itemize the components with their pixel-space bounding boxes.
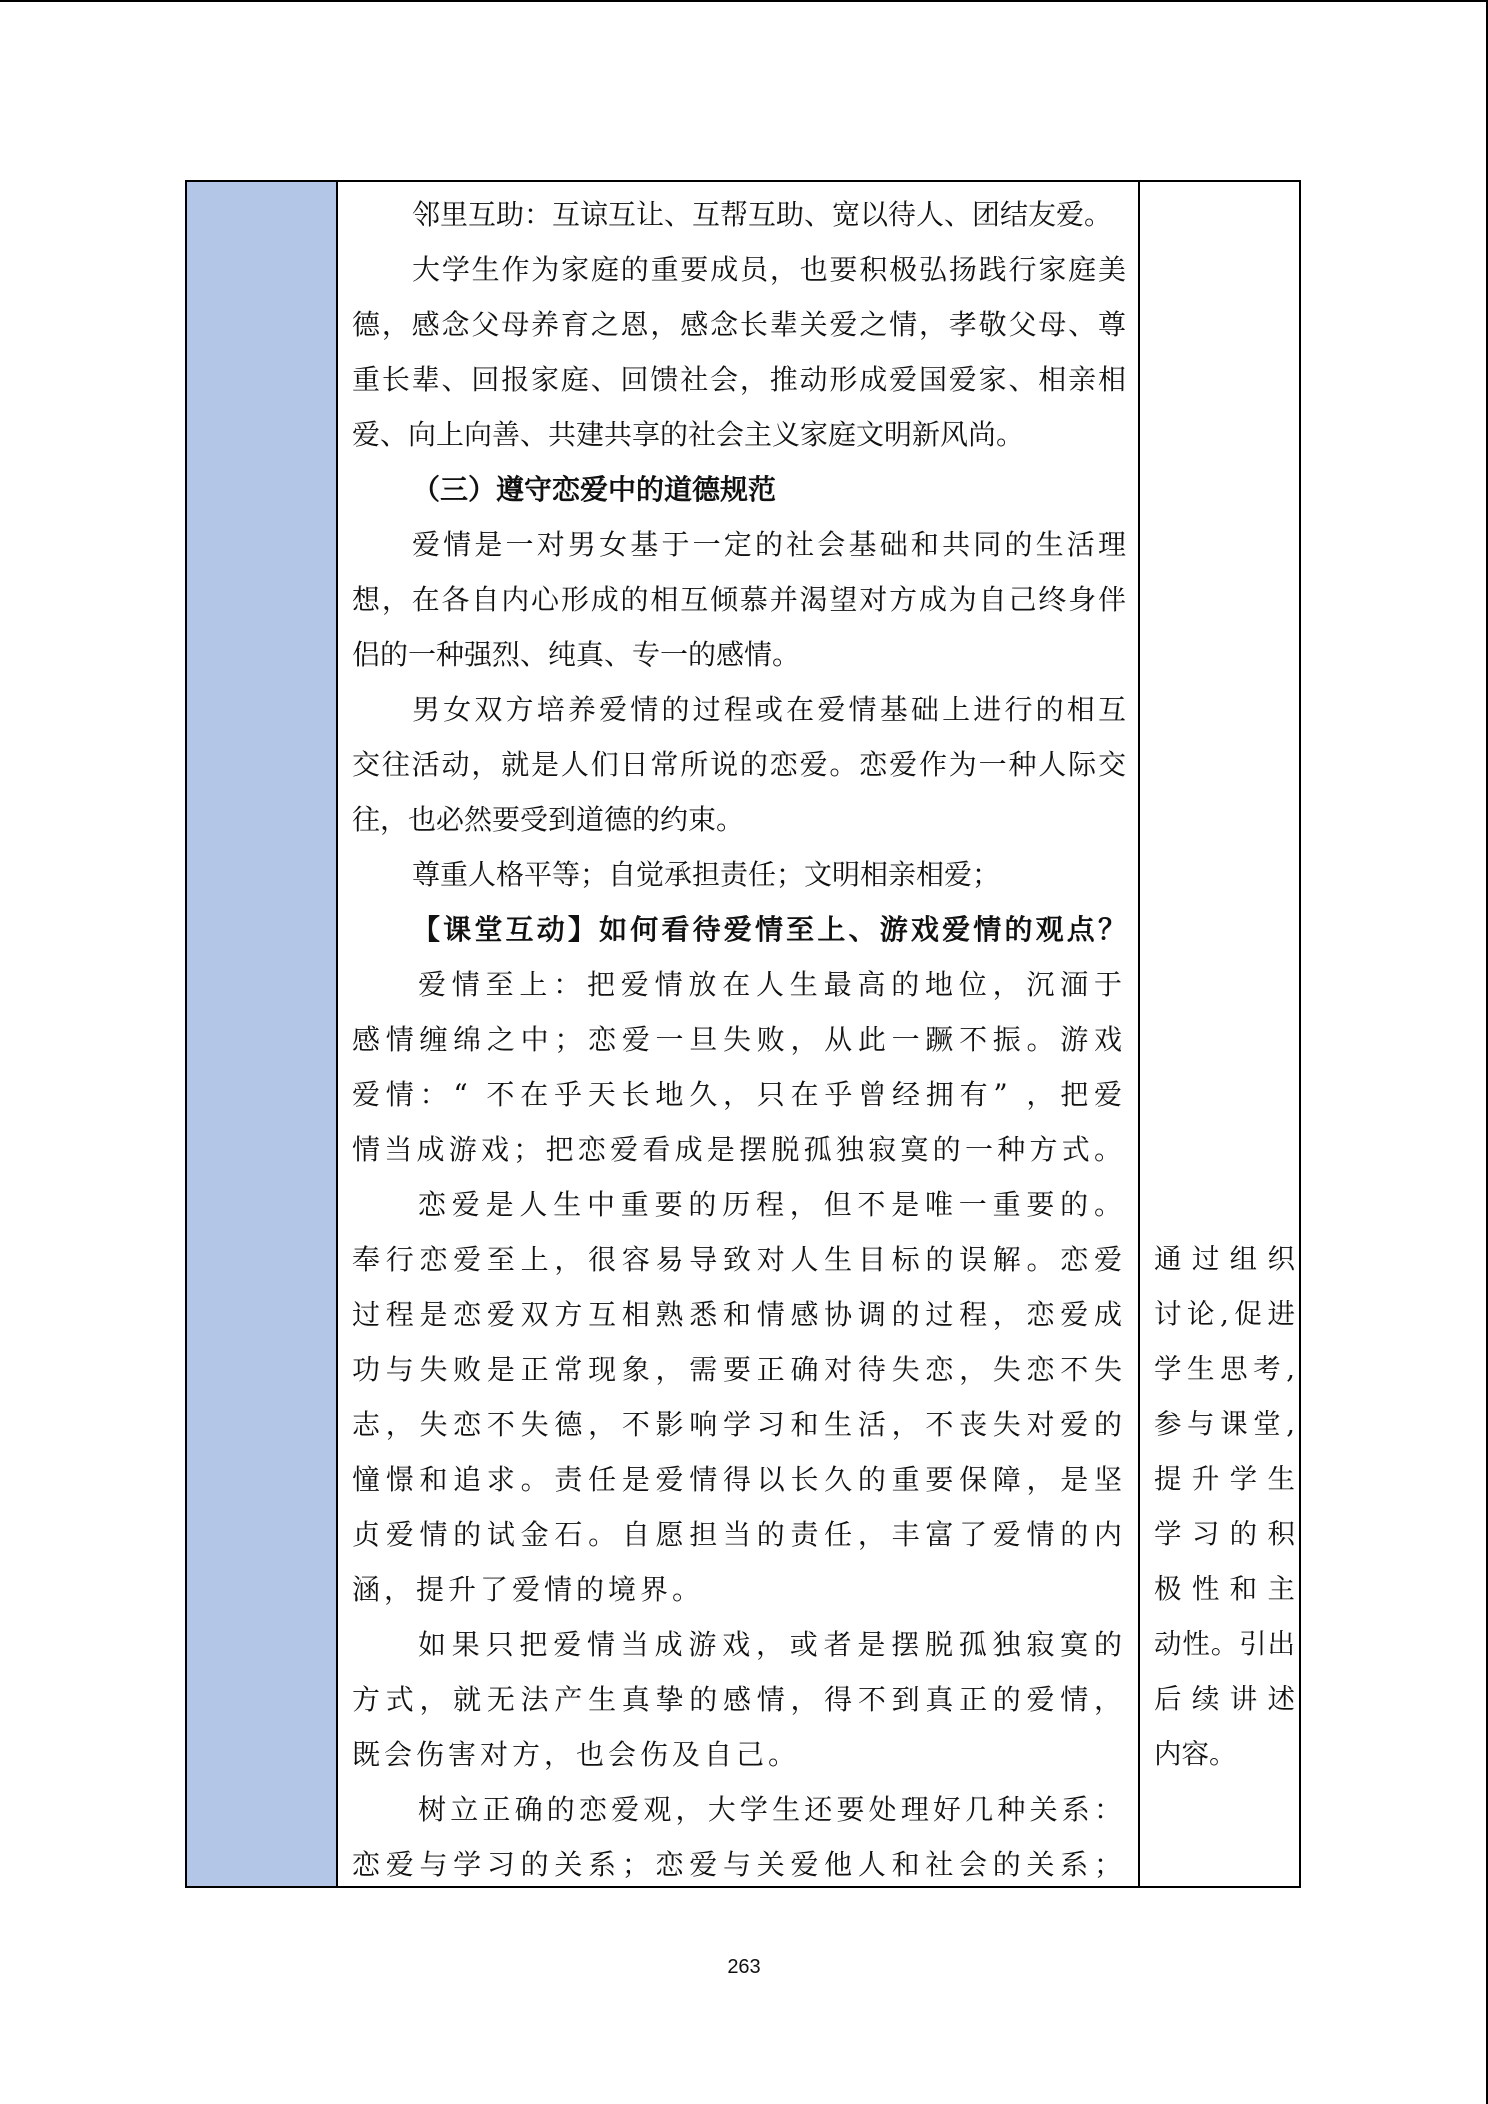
text-line: 德，感念父母养育之恩，感念长辈关爱之情，孝敬父母、尊 <box>352 308 1126 341</box>
text-line: 恋爱是人生中重要的历程，但不是唯一重要的。 <box>418 1188 1126 1221</box>
text-line: 男女双方培养爱情的过程或在爱情基础上进行的相互 <box>412 693 1126 726</box>
paragraph <box>352 1782 1126 1892</box>
text-line: 重长辈、回报家庭、回馈社会，推动形成爱国爱家、相亲相 <box>352 363 1126 396</box>
note-line: 参与课堂, <box>1154 1408 1295 1440</box>
text-line: 爱情至上：把爱情放在人生最高的地位，沉湎于 <box>418 968 1126 1001</box>
text-line: 恋爱与学习的关系；恋爱与关爱他人和社会的关系； <box>352 1848 1126 1881</box>
text-line: 奉行恋爱至上，很容易导致对人生目标的误解。恋爱 <box>352 1243 1126 1276</box>
note-line: 学习的积 <box>1154 1518 1295 1550</box>
note-line: 动性。引出 <box>1154 1628 1295 1660</box>
paragraph <box>352 242 1126 462</box>
note-line: 后续讲述 <box>1154 1683 1295 1715</box>
text-line: 如果只把爱情当成游戏，或者是摆脱孤独寂寞的 <box>418 1628 1126 1661</box>
activity-heading-text: 【课堂互动】如何看待爱情至上、游戏爱情的观点？ <box>412 913 1126 946</box>
text-line: 感情缠绵之中；恋爱一旦失败，从此一蹶不振。游戏 <box>352 1023 1126 1056</box>
activity-heading <box>352 902 1126 957</box>
text-line: 树立正确的恋爱观，大学生还要处理好几种关系： <box>418 1793 1126 1826</box>
content-column <box>338 182 1140 1886</box>
text-line: 志，失恋不失德，不影响学习和生活，不丧失对爱的 <box>352 1408 1126 1441</box>
lesson-table <box>185 180 1301 1888</box>
text-line: 邻里互助：互谅互让、互帮互助、宽以待人、团结友爱。 <box>412 198 1113 231</box>
text-line: 过程是恋爱双方互相熟悉和情感协调的过程，恋爱成 <box>352 1298 1126 1331</box>
note-line: 提升学生 <box>1154 1463 1295 1495</box>
paragraph <box>352 187 1126 242</box>
text-line: 爱、向上向善、共建共享的社会主义家庭文明新风尚。 <box>352 418 1025 451</box>
text-line: 涵，提升了爱情的境界。 <box>352 1573 705 1606</box>
text-line: 功与失败是正常现象，需要正确对待失恋，失恋不失 <box>352 1353 1126 1386</box>
paragraph <box>352 1617 1126 1782</box>
note-line: 内容。 <box>1154 1738 1237 1770</box>
note-line: 讨论,促进 <box>1154 1298 1295 1330</box>
page-top-rule <box>0 0 1488 2</box>
text-line: 贞爱情的试金石。自愿担当的责任，丰富了爱情的内 <box>352 1518 1126 1551</box>
note-line: 通过组织 <box>1154 1243 1295 1275</box>
text-line: 爱情：“ 不在乎天长地久，只在乎曾经拥有” ，把爱 <box>352 1078 1126 1111</box>
paragraph <box>352 1177 1126 1617</box>
text-line: 往，也必然要受到道德的约束。 <box>352 803 745 836</box>
note-line: 学生思考, <box>1154 1353 1295 1385</box>
text-line: 情当成游戏；把恋爱看成是摆脱孤独寂寞的一种方式。 <box>352 1133 1126 1166</box>
text-line: 既会伤害对方，也会伤及自己。 <box>352 1738 801 1771</box>
page-number: 263 <box>727 1956 761 1978</box>
paragraph <box>352 957 1126 1177</box>
note-line: 极性和主 <box>1154 1573 1295 1605</box>
text-line: 大学生作为家庭的重要成员，也要积极弘扬践行家庭美 <box>412 253 1126 286</box>
section-heading-text: （三）遵守恋爱中的道德规范 <box>412 473 777 506</box>
section-heading <box>352 462 1126 517</box>
text-line: 憧憬和追求。责任是爱情得以长久的重要保障，是坚 <box>352 1463 1126 1496</box>
paragraph <box>352 847 1126 902</box>
label-column <box>187 182 338 1886</box>
text-line: 爱情是一对男女基于一定的社会基础和共同的生活理 <box>412 528 1126 561</box>
notes-column <box>1140 182 1299 1886</box>
paragraph <box>352 682 1126 847</box>
text-line: 想，在各自内心形成的相互倾慕并渴望对方成为自己终身伴 <box>352 583 1126 616</box>
paragraph <box>352 517 1126 682</box>
text-line: 方式，就无法产生真挚的感情，得不到真正的爱情， <box>352 1683 1126 1716</box>
text-line: 侣的一种强烈、纯真、专一的感情。 <box>352 638 801 671</box>
text-line: 尊重人格平等；自觉承担责任；文明相亲相爱； <box>412 858 1001 891</box>
text-line: 交往活动，就是人们日常所说的恋爱。恋爱作为一种人际交 <box>352 748 1126 781</box>
